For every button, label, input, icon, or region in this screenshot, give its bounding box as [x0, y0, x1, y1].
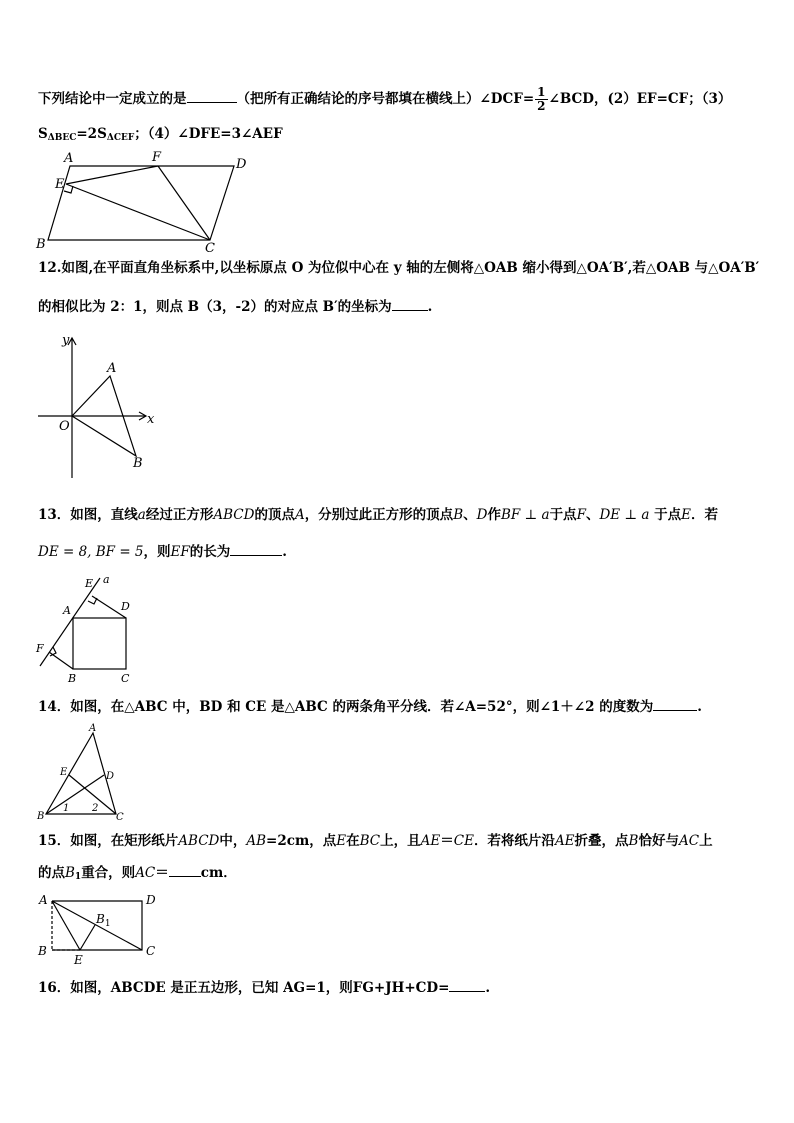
q15-ce: CE [453, 833, 474, 849]
q13-E: E [681, 507, 692, 523]
label-b: B [38, 944, 47, 958]
q15-t12: 重合，则 [81, 865, 136, 881]
q15-abcd: ABCD [178, 833, 220, 849]
q15-ac: AC [678, 833, 700, 849]
q15-t5: 上，且 [380, 833, 421, 849]
segment-eb1 [80, 925, 95, 950]
label-d: D [146, 893, 156, 907]
label-f: F [152, 150, 162, 165]
q13-A: A [294, 507, 305, 523]
q15-b1: B [65, 865, 75, 881]
q13-t7: 于点 [549, 507, 577, 523]
label-c: C [116, 812, 124, 823]
label-b: B [36, 237, 46, 252]
label-a: A [63, 604, 71, 617]
q13-t10: ．若 [691, 507, 719, 523]
q13-F: F [576, 507, 586, 523]
q12-text: 的相似比为 2：1，则点 B（3，-2）的对应点 B′的坐标为 [38, 299, 392, 315]
label-o: O [59, 419, 70, 434]
label-e: E [74, 953, 83, 967]
q15-t4: 在 [346, 833, 360, 849]
q12-end: . [427, 299, 433, 315]
label-b1-letter: B [96, 912, 105, 926]
q15-b1-sub: 1 [74, 872, 82, 882]
label-a: A [107, 361, 117, 376]
label-c: C [121, 672, 130, 685]
q15-t11: 的点 [38, 865, 65, 881]
q15-t3: =2cm，点 [266, 833, 337, 849]
q13-t3: 的顶点 [254, 507, 295, 523]
q15-ab: AB [246, 833, 267, 849]
label-d: D [106, 771, 115, 782]
q11-end: ；（4）∠DFE=3∠AEF [134, 126, 283, 142]
q11-s: S [38, 126, 48, 142]
q13-abcd: ABCD [213, 507, 255, 523]
angle-2-label: 2 [92, 803, 99, 814]
q11-mid: =2S [76, 126, 107, 142]
label-b1 [95, 912, 111, 929]
label-b: B [37, 811, 45, 822]
q13-t1: 13．如图，直线 [38, 507, 138, 523]
q13-D: D [476, 507, 488, 523]
q11-text-c: ∠BCD，(2）EF=CF；（3） [548, 91, 732, 107]
q15-ae2: AE [554, 833, 575, 849]
q13-bf: BF ⊥ a [500, 507, 550, 523]
q15-e: E [336, 833, 347, 849]
q11-text-b: （把所有正确结论的序号都填在横线上）∠DCF= [236, 91, 535, 107]
q15-t6: ＝ [440, 833, 454, 849]
angle-1-label: 1 [63, 803, 70, 814]
q15-b: B [628, 833, 639, 849]
q13-t2: 经过正方形 [145, 507, 214, 523]
label-b1-sub: 1 [104, 919, 111, 929]
fraction-denominator: 2 [537, 99, 546, 113]
q13-t11: ，则 [143, 544, 171, 560]
q15-bc: BC [359, 833, 381, 849]
q16-line1 [38, 977, 490, 998]
q13-de: DE ⊥ a [599, 507, 650, 523]
q13-t5: 、 [463, 507, 477, 523]
q15-ae: AE [420, 833, 441, 849]
label-a-line: a [103, 573, 110, 586]
q11-sub1: ΔBEC [47, 133, 77, 143]
q15-ac2: AC [135, 865, 156, 881]
label-c: C [146, 944, 156, 958]
answer-blank[interactable] [449, 977, 485, 992]
q14-text: 14．如图，在△ABC 中，BD 和 CE 是△ABC 的两条角平分线．若∠A=52°，则∠1＋∠2 的度数为 [38, 699, 654, 715]
q13-a: a [137, 507, 146, 523]
label-d: D [236, 157, 247, 172]
q15-t8: 折叠，点 [574, 833, 629, 849]
label-c: C [205, 241, 215, 256]
label-e: E [85, 577, 94, 590]
q13-B: B [453, 507, 464, 523]
fraction-numerator: 1 [537, 85, 546, 99]
q11-text-a: 下列结论中一定成立的是 [38, 91, 187, 107]
label-x: x [147, 412, 155, 427]
q11-sub2: ΔCEF [106, 133, 135, 143]
q15-t14: cm． [200, 865, 237, 881]
q13-ef: EF [170, 544, 190, 560]
q13-t6: 作 [487, 507, 501, 523]
q13-given: DE = 8, BF = 5 [38, 544, 144, 560]
q13-t12: 的长为 [189, 544, 231, 560]
q13-t4: ，分别过此正方形的顶点 [304, 507, 454, 523]
q12-line1: 12.如图,在平面直角坐标系中,以坐标原点 O 为位似中心在 y 轴的左侧将△OAB 缩小得到△OA′B′,若△OAB 与△OA′B′ [38, 260, 760, 276]
q16-text: 16．如图，ABCDE 是正五边形，已知 AG=1，则FG+JH+CD= [38, 980, 450, 996]
label-f: F [36, 642, 44, 655]
label-a: A [89, 723, 97, 734]
q15-t1: 15．如图，在矩形纸片 [38, 833, 179, 849]
q13-t9: 于点 [649, 507, 682, 523]
label-a: A [64, 151, 74, 166]
q16-end: . [485, 980, 491, 996]
label-b: B [133, 456, 143, 471]
q15-t10: 上 [699, 833, 713, 849]
q15-t7: ．若将纸片沿 [473, 833, 555, 849]
q13-end: . [282, 544, 287, 560]
label-e: E [60, 767, 68, 778]
q15-t2: 中， [219, 833, 247, 849]
q15-t9: 恰好与 [638, 833, 679, 849]
q15-t13: ＝ [155, 865, 169, 881]
label-e: E [55, 177, 65, 192]
q13-t8: 、 [585, 507, 600, 523]
label-y: y [62, 333, 70, 348]
q14-end: . [697, 699, 702, 715]
label-b: B [68, 672, 77, 685]
label-a: A [39, 893, 48, 907]
label-d: D [121, 600, 130, 613]
